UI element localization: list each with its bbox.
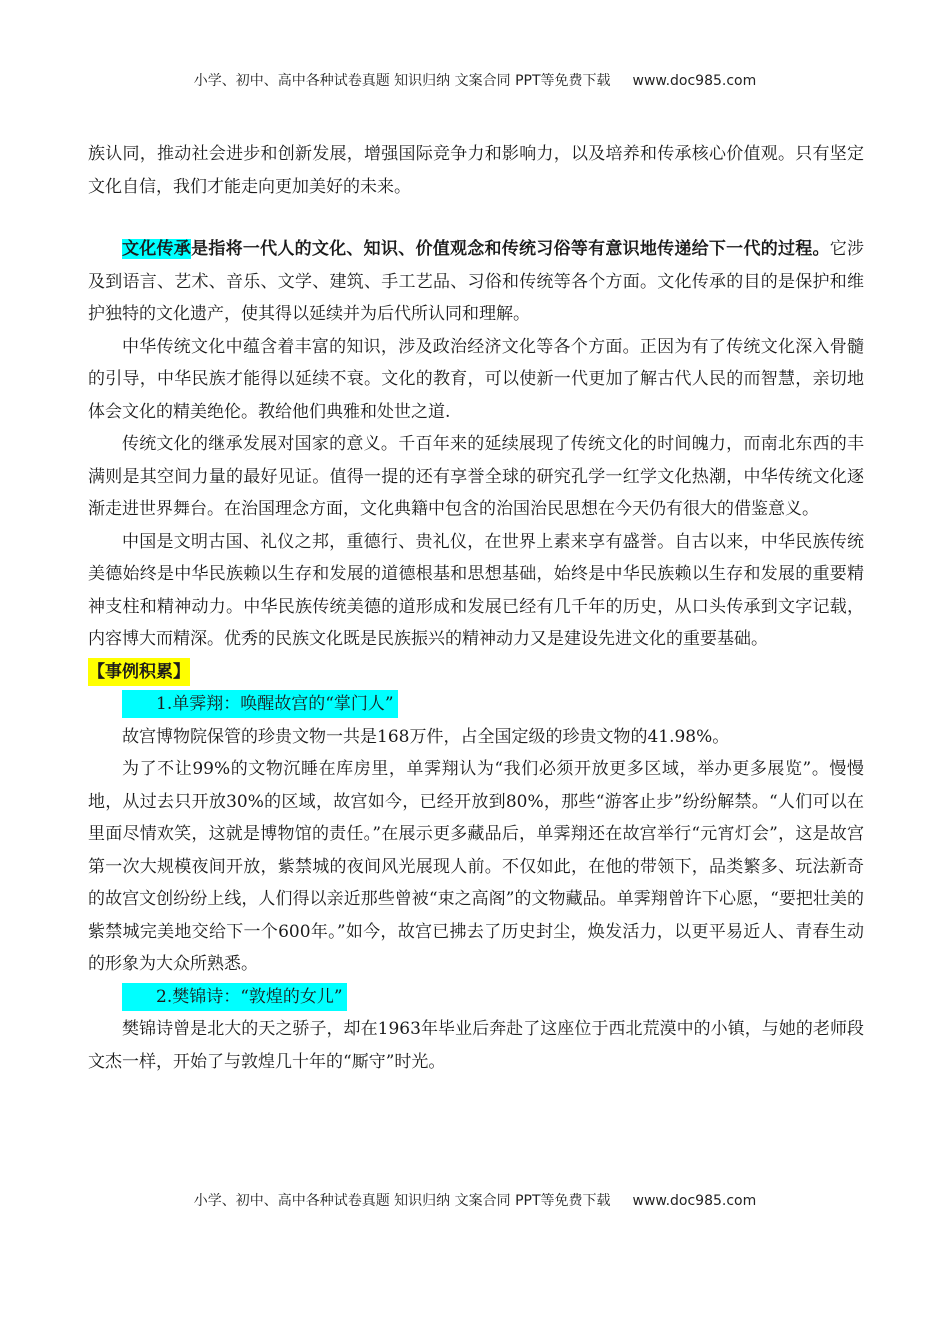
footer-site-link[interactable]: www.doc985.com	[632, 1193, 757, 1209]
definition-term: 文化传承	[122, 239, 192, 259]
case1-paragraph-2: 为了不让99%的文物沉睡在库房里，单霁翔认为“我们必须开放更多区域，举办更多展览”。慢慢地，从过去只开放30%的区域，故宫如今，已经开放到80%，那些“游客止步”纷纷解禁。“人们可以在里面尽情欢笑，这就是博物馆的责任。”在展示更多藏品后，单霁翔还在故宫举行“元宵灯会”，这是故宫第一次大规模夜间开放，紫禁城的夜间风光展现人前。不仅如此，在他的带领下，品类繁多、玩法新奇的故宫文创纷纷上线，人们得以亲近那些曾被“束之高阁”的文物藏品。单霁翔曾许下心愿，“要把壮美的紫禁城完美地交给下一个600年。”如今，故宫已拂去了历史封尘，焕发活力，以更平易近人、青春生动的形象为大众所熟悉。	[88, 759, 864, 974]
section-heading: 【事例积累】	[88, 658, 190, 686]
paragraph-2: 中华传统文化中蕴含着丰富的知识，涉及政治经济文化等各个方面。正因为有了传统文化深入骨髓的引导，中华民族才能得以延续不衰。文化的教育，可以使新一代更加了解古代人民的而智慧，亲切地体会文化的精美绝伦。教给他们典雅和处世之道.	[88, 336, 864, 422]
page-footer	[0, 1190, 950, 1210]
case2-paragraph-1: 樊锦诗曾是北大的天之骄子，却在1963年毕业后奔赴了这座位于西北荒漠中的小镇，与她的老师段文杰一样，开始了与敦煌几十年的“厮守”时光。	[88, 1019, 864, 1072]
paragraph-4: 中国是文明古国、礼仪之邦，重德行、贵礼仪，在世界上素来享有盛誉。自古以来，中华民族传统美德始终是中华民族赖以生存和发展的道德根基和思想基础，始终是中华民族赖以生存和发展的重要精神支柱和精神动力。中华民族传统美德的道形成和发展已经有几千年的历史，从口头传承到文字记载，内容博大而精深。优秀的民族文化既是民族振兴的精神动力又是建设先进文化的重要基础。	[88, 531, 864, 649]
page-header	[0, 70, 950, 90]
case1-paragraph-1: 故宫博物院保管的珍贵文物一共是168万件，占全国定级的珍贵文物的41.98%。	[122, 726, 730, 747]
header-site-link[interactable]: www.doc985.com	[632, 73, 757, 89]
definition-rest: 它涉及到语言、艺术、音乐、文学、建筑、手工艺品、习俗和传统等各个方面。文化传承的目的是保护和维护独特的文化遗产，使其得以延续并为后代所认同和理解。	[88, 239, 865, 324]
case2-title-row	[88, 981, 864, 1014]
case1-title-row	[88, 688, 864, 721]
case1-title: 1.单霁翔：唤醒故宫的“掌门人”	[122, 690, 398, 718]
footer-text: 小学、初中、高中各种试卷真题 知识归纳 文案合同 PPT等免费下载	[193, 1193, 611, 1209]
header-text: 小学、初中、高中各种试卷真题 知识归纳 文案合同 PPT等免费下载	[193, 73, 611, 89]
paragraph-continuation: 族认同，推动社会进步和创新发展，增强国际竞争力和影响力，以及培养和传承核心价值观。只有坚定文化自信，我们才能走向更加美好的未来。	[88, 144, 864, 197]
case2-title: 2.樊锦诗：“敦煌的女儿”	[122, 983, 347, 1011]
paragraph-definition	[88, 233, 864, 331]
paragraph-3: 传统文化的继承发展对国家的意义。千百年来的延续展现了传统文化的时间魄力，而南北东西的丰满则是其空间力量的最好见证。值得一提的还有享誉全球的研究孔学一红学文化热潮，中华传统文化逐渐走进世界舞台。在治国理念方面，文化典籍中包含的治国治民思想在今天仍有很大的借鉴意义。	[88, 434, 864, 519]
paragraph-gap	[88, 203, 864, 233]
section-heading-row	[88, 656, 864, 689]
document-body	[88, 138, 864, 1078]
definition-bold: 是指将一代人的文化、知识、价值观念和传统习俗等有意识地传递给下一代的过程。	[191, 239, 830, 259]
